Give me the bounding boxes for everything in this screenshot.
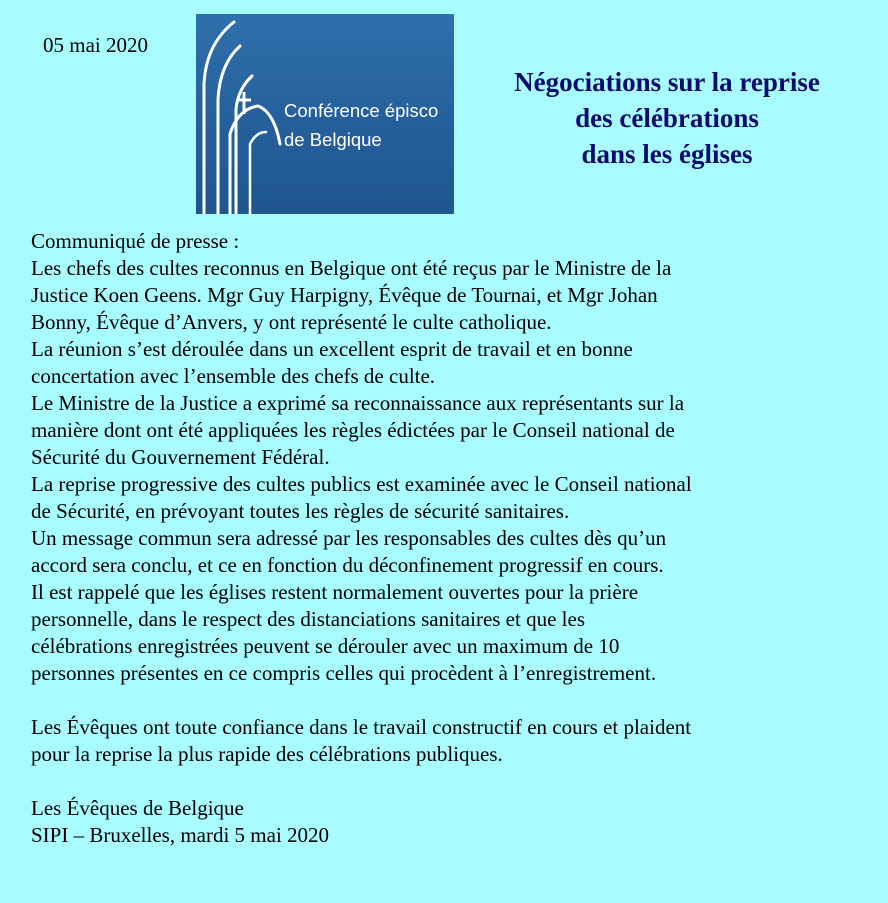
body-line: La réunion s’est déroulée dans un excellent esprit de travail et en bonne (31, 337, 633, 361)
body-line: de Sécurité, en prévoyant toutes les règles de sécurité sanitaires. (31, 499, 570, 523)
page-title (462, 64, 872, 172)
signature-line: Les Évêques de Belgique (31, 796, 244, 820)
body-line: concertation avec l’ensemble des chefs de culte. (31, 364, 436, 388)
body-line: Bonny, Évêque d’Anvers, y ont représenté le culte catholique. (31, 310, 552, 334)
body-line: manière dont ont été appliquées les règles édictées par le Conseil national de (31, 418, 675, 442)
conference-logo (196, 14, 454, 214)
body-line: célébrations enregistrées peuvent se dérouler avec un maximum de 10 (31, 634, 620, 658)
body-line: Sécurité du Gouvernement Fédéral. (31, 445, 330, 469)
body-line: Les Évêques ont toute confiance dans le travail constructif en cours et plaident (31, 715, 692, 739)
press-release-body (31, 228, 881, 849)
body-line: pour la reprise la plus rapide des célébrations publiques. (31, 742, 503, 766)
body-line: Justice Koen Geens. Mgr Guy Harpigny, Évêque de Tournai, et Mgr Johan (31, 283, 658, 307)
title-line: des célébrations (575, 103, 759, 133)
paragraph-gap (31, 687, 881, 714)
press-release-date: 05 mai 2020 (43, 33, 148, 57)
title-line: Négociations sur la reprise (514, 67, 820, 97)
body-heading: Communiqué de presse : (31, 229, 240, 253)
title-line: dans les églises (581, 139, 753, 169)
body-line: Le Ministre de la Justice a exprimé sa reconnaissance aux représentants sur la (31, 391, 685, 415)
body-line: La reprise progressive des cultes publics est examinée avec le Conseil national (31, 472, 692, 496)
paragraph-gap (31, 768, 881, 795)
body-line: Il est rappelé que les églises restent normalement ouvertes pour la prière (31, 580, 639, 604)
body-line: personnelle, dans le respect des distanciations sanitaires et que les (31, 607, 585, 631)
body-line: accord sera conclu, et ce en fonction du déconfinement progressif en cours. (31, 553, 664, 577)
body-line: Un message commun sera adressé par les responsables des cultes dès qu’un (31, 526, 667, 550)
body-line: personnes présentes en ce compris celles qui procèdent à l’enregistrement. (31, 661, 657, 685)
body-line: Les chefs des cultes reconnus en Belgique ont été reçus par le Ministre de la (31, 256, 672, 280)
signature-line: SIPI – Bruxelles, mardi 5 mai 2020 (31, 823, 330, 847)
logo-name-line2: de Belgique (284, 129, 382, 150)
logo-name-line1: Conférence épisco (284, 100, 439, 121)
